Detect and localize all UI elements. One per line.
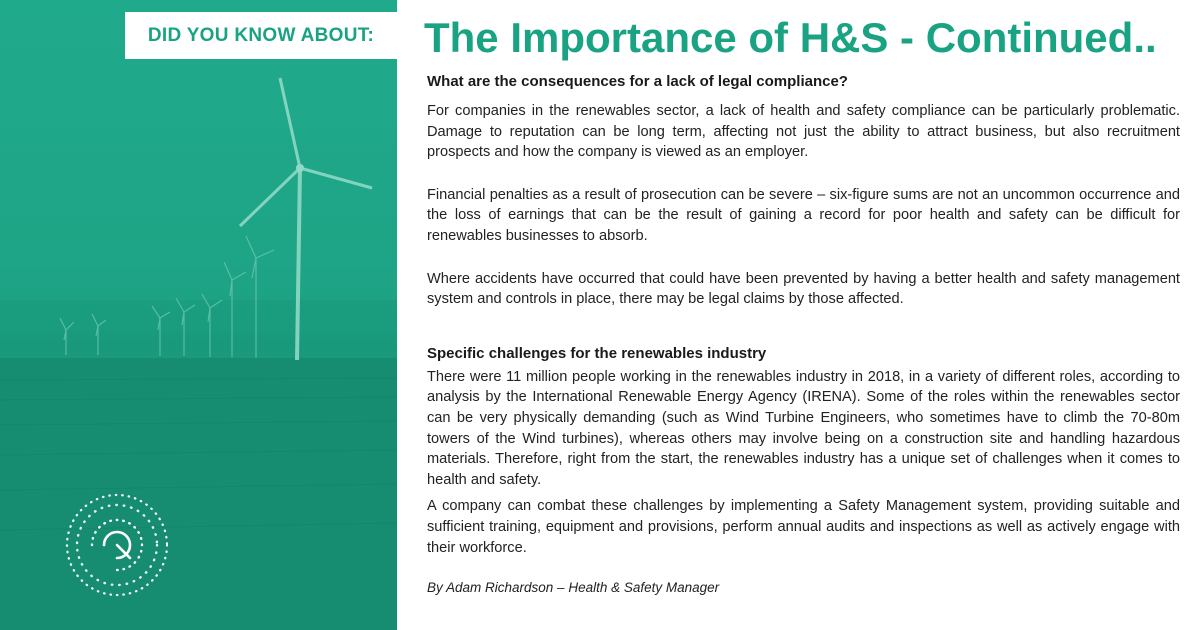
paragraph-combat-challenges: A company can combat these challenges by implementing a Safety Management system, providing suitable and sufficient training, equipment and provisions, perform annual audits and inspections as well as actively engage with their workforce. xyxy=(427,498,1180,556)
paragraph-industry-workforce: There were 11 million people working in the renewables industry in 2018, in a variety of different roles, according to analysis by the International Renewable Energy Agency (IRENA). Some of the roles within the renewables sector can be very physically demanding (such as Wind Turbine Engineers, who sometimes have to climb the 70-80m towers of the Wind turbines), whereas others may involve being on a construction site and handling hazardous materials. Therefore, right from the start, the renewables industry has a unique set of challenges when it comes to health and safety. xyxy=(427,368,1180,488)
hero-image-panel xyxy=(0,0,397,630)
author-byline: By Adam Richardson – Health & Safety Manager xyxy=(427,580,720,596)
did-you-know-label: DID YOU KNOW ABOUT: xyxy=(147,24,375,46)
did-you-know-banner xyxy=(125,12,397,59)
dotted-circle-logo-icon xyxy=(62,490,172,600)
article-body xyxy=(427,72,1180,595)
paragraph-reputation: For companies in the renewables sector, a lack of health and safety compliance can be particularly problematic. Damage to reputation can be long term, affecting not just the ability to attract business, but also recruitment prospects and how the company is viewed as an employer. xyxy=(427,103,1180,161)
wind-farm-illustration xyxy=(0,0,397,630)
page-title: The Importance of H&S - Continued.. xyxy=(424,14,1157,61)
section-heading-challenges: Specific challenges for the renewables industry xyxy=(427,344,767,362)
paragraph-legal-claims: Where accidents have occurred that could have been prevented by having a better health and safety management system and controls in place, there may be legal claims by those affected. xyxy=(427,270,1180,308)
section-heading-legal-compliance: What are the consequences for a lack of legal compliance? xyxy=(427,73,848,90)
paragraph-financial-penalties: Financial penalties as a result of prosecution can be severe – six-figure sums are not an uncommon occurrence and the loss of earnings that can be the result of gaining a record for poor health and safety can be difficult for renewables businesses to absorb. xyxy=(427,186,1180,244)
